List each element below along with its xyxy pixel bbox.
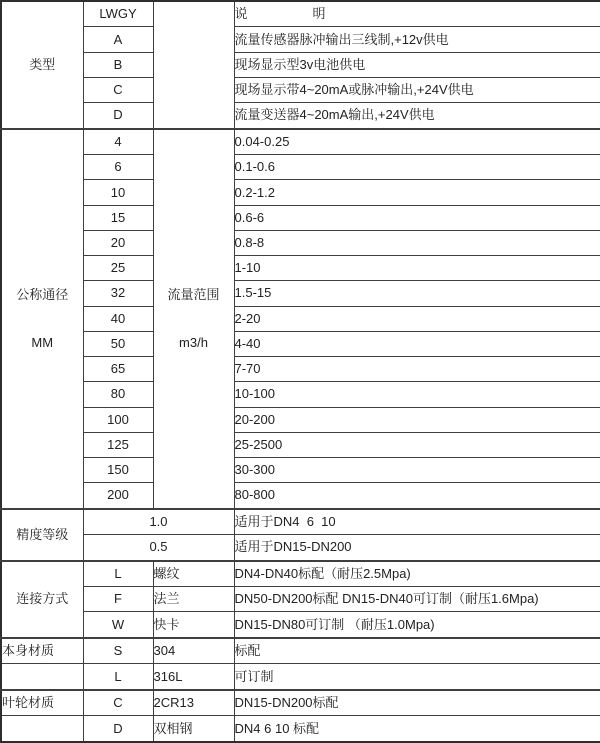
- flow-range-value: 1-10: [234, 256, 600, 281]
- material-desc: 可订制: [234, 664, 600, 690]
- material-name: 316L: [153, 664, 234, 690]
- type-section-empty-cell: [153, 1, 234, 129]
- connection-desc: DN50-DN200标配 DN15-DN40可订制（耐压1.6Mpa): [234, 587, 600, 612]
- flow-range-value: 20-200: [234, 407, 600, 432]
- diameter-size: 80: [83, 382, 153, 407]
- diameter-size: 15: [83, 205, 153, 230]
- flow-range-value: 10-100: [234, 382, 600, 407]
- diameter-size: 32: [83, 281, 153, 306]
- diameter-size: 25: [83, 256, 153, 281]
- material-desc: DN15-DN200标配: [234, 690, 600, 716]
- material-name: 双相钢: [153, 716, 234, 742]
- diameter-size: 4: [83, 129, 153, 155]
- accuracy-value: 0.5: [83, 535, 234, 561]
- connection-name: 快卡: [153, 612, 234, 638]
- flow-range-value: 0.04-0.25: [234, 129, 600, 155]
- type-code: B: [83, 52, 153, 77]
- diameter-unit: MM: [31, 334, 54, 350]
- diameter-size: 40: [83, 306, 153, 331]
- flow-range-unit: m3/h: [179, 334, 208, 350]
- material-name: 304: [153, 638, 234, 664]
- type-desc: 现场显示带4~20mA或脉冲输出,+24V供电: [234, 77, 600, 102]
- connection-code: W: [83, 612, 153, 638]
- flow-range-value: 0.1-0.6: [234, 155, 600, 180]
- material-name: 2CR13: [153, 690, 234, 716]
- flow-range-value: 0.2-1.2: [234, 180, 600, 205]
- diameter-size: 200: [83, 483, 153, 509]
- flow-range-label: 流量范围: [167, 286, 220, 302]
- material-empty-label: [1, 664, 83, 690]
- type-desc: 流量传感器脉冲输出三线制,+12v供电: [234, 27, 600, 52]
- connection-code: F: [83, 587, 153, 612]
- diameter-size: 6: [83, 155, 153, 180]
- flow-range-value: 0.8-8: [234, 230, 600, 255]
- row-group-label-accuracy: 精度等级: [1, 509, 83, 561]
- type-desc: 现场显示型3v电池供电: [234, 52, 600, 77]
- diameter-size: 20: [83, 230, 153, 255]
- type-code: C: [83, 77, 153, 102]
- diameter-size: 50: [83, 331, 153, 356]
- row-group-label-diameter: [1, 129, 83, 509]
- material-code: L: [83, 664, 153, 690]
- header-description-title: 说 明: [234, 1, 600, 27]
- diameter-size: 125: [83, 432, 153, 457]
- connection-name: 法兰: [153, 587, 234, 612]
- diameter-label: 公称通径: [16, 286, 69, 302]
- flow-range-value: 25-2500: [234, 432, 600, 457]
- flow-range-header: [153, 129, 234, 509]
- material-code: C: [83, 690, 153, 716]
- flow-range-value: 80-800: [234, 483, 600, 509]
- material-desc: 标配: [234, 638, 600, 664]
- material-code: S: [83, 638, 153, 664]
- diameter-size: 10: [83, 180, 153, 205]
- material-code: D: [83, 716, 153, 742]
- header-model-code: LWGY: [83, 1, 153, 27]
- accuracy-desc: 适用于DN4 6 10: [234, 509, 600, 535]
- flow-range-value: 7-70: [234, 357, 600, 382]
- accuracy-value: 1.0: [83, 509, 234, 535]
- flow-range-value: 30-300: [234, 457, 600, 482]
- accuracy-desc: 适用于DN15-DN200: [234, 535, 600, 561]
- flow-range-value: 2-20: [234, 306, 600, 331]
- diameter-size: 65: [83, 357, 153, 382]
- type-desc: 流量变送器4~20mA输出,+24V供电: [234, 103, 600, 129]
- flow-range-value: 1.5-15: [234, 281, 600, 306]
- row-group-label-impeller-material: 叶轮材质: [1, 690, 83, 716]
- flow-range-value: 4-40: [234, 331, 600, 356]
- connection-desc: DN4-DN40标配（耐压2.5Mpa): [234, 561, 600, 587]
- material-desc: DN4 6 10 标配: [234, 716, 600, 742]
- material-empty-label: [1, 716, 83, 742]
- diameter-size: 100: [83, 407, 153, 432]
- row-group-label-type: 类型: [1, 1, 83, 129]
- connection-code: L: [83, 561, 153, 587]
- diameter-size: 150: [83, 457, 153, 482]
- type-code: D: [83, 103, 153, 129]
- row-group-label-body-material: 本身材质: [1, 638, 83, 664]
- connection-name: 螺纹: [153, 561, 234, 587]
- type-code: A: [83, 27, 153, 52]
- row-group-label-connection: 连接方式: [1, 561, 83, 638]
- flow-range-value: 0.6-6: [234, 205, 600, 230]
- connection-desc: DN15-DN80可订制 （耐压1.0Mpa): [234, 612, 600, 638]
